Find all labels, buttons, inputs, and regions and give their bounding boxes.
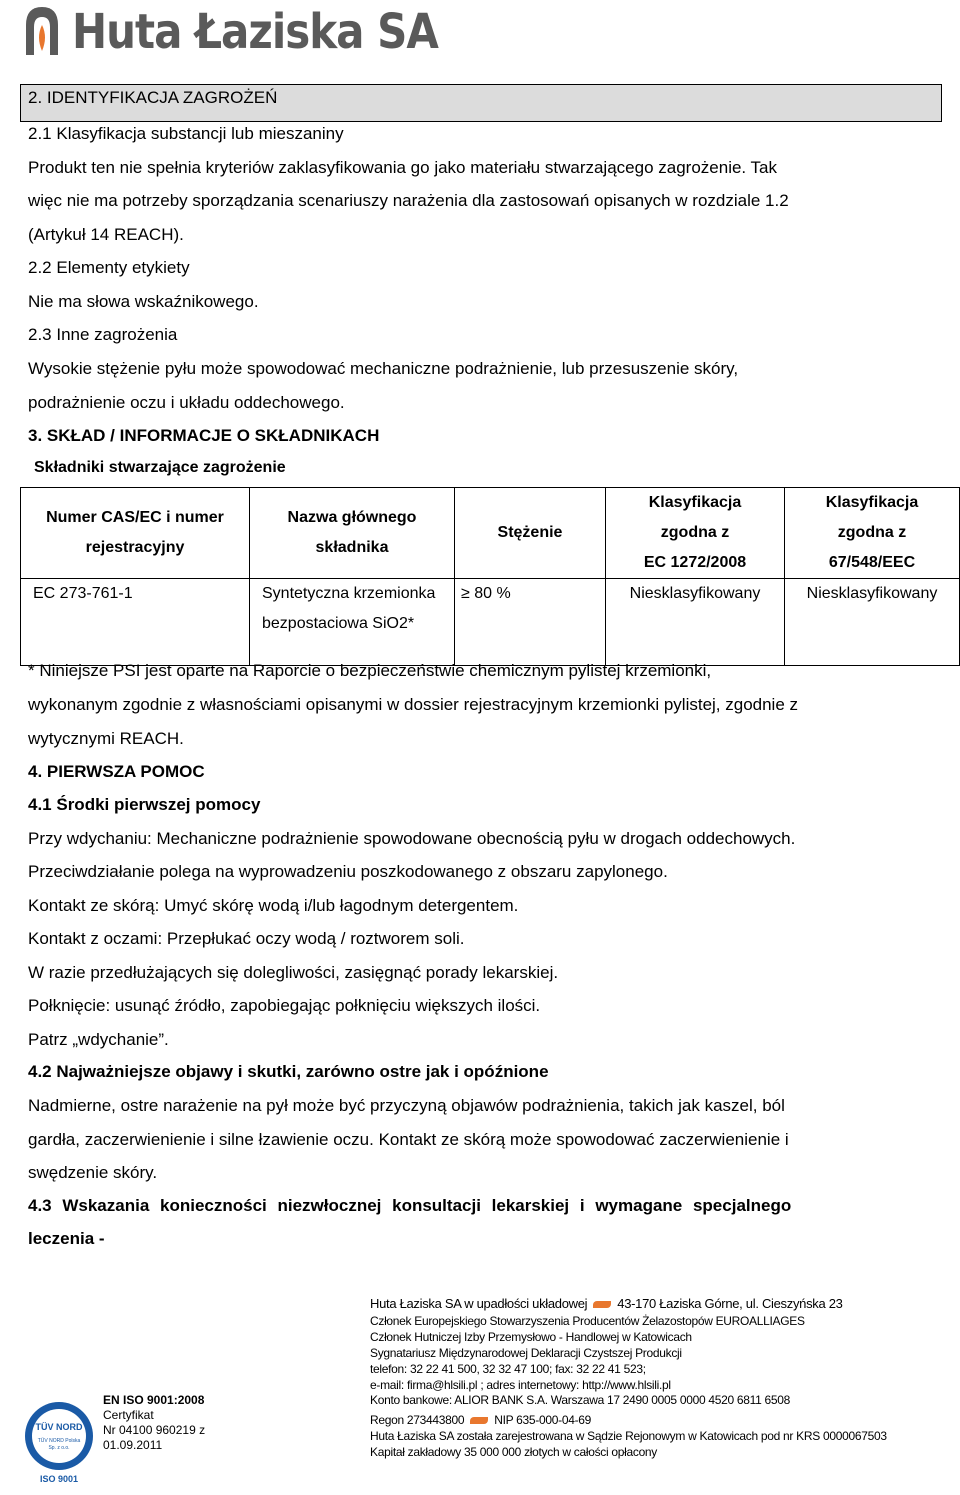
footer-line: Sygnatariusz Międzynarodowej Deklaracji Czystszej Produkcji [370, 1346, 682, 1360]
paragraph: Produkt ten nie spełnia kryteriów zaklasyfikowania go jako materiału stwarzającego zagrożenie. Tak [28, 158, 778, 177]
paragraph: Kontakt z oczami: Przepłukać oczy wodą / roztworem soli. [28, 929, 465, 948]
table-cell: Niesklasyfikowany [785, 579, 960, 666]
footer-line: Członek Hutniczej Izby Przemysłowo - Handlowej w Katowicach [370, 1330, 692, 1344]
logo-wordmark: Huta Łaziska SA [72, 2, 438, 60]
paragraph: Nie ma słowa wskaźnikowego. [28, 292, 259, 311]
paragraph: (Artykuł 14 REACH). [28, 225, 184, 244]
svg-text:TÜV NORD Polska: TÜV NORD Polska [37, 1438, 81, 1444]
section-2-heading: 2. IDENTYFIKACJA ZAGROŻEŃ [28, 88, 278, 107]
furnace-logo-icon [22, 3, 62, 59]
column-header: Nazwa głównego składnika [250, 488, 455, 579]
table-row [21, 579, 960, 666]
paragraph: Przeciwdziałanie polega na wyprowadzeniu poszkodowanego z obszaru zapylonego. [28, 862, 668, 881]
table-cell: Syntetyczna krzemionka bezpostaciowa SiO2* [250, 579, 455, 666]
footer-line: e-mail: firma@hlsili.pl ; adres internetowy: http://www.hlsili.pl [370, 1378, 671, 1392]
column-header: Stężenie [455, 488, 606, 579]
footnote: wytycznymi REACH. [28, 729, 184, 748]
svg-text:ISO 9001: ISO 9001 [39, 1474, 79, 1484]
footer-line: Huta Łaziska SA została zarejestrowana w Sądzie Rejonowym w Katowicach pod nr KRS 0000067503 [370, 1429, 887, 1443]
flag-separator-icon [470, 1417, 488, 1424]
paragraph: więc nie ma potrzeby sporządzania scenariuszy narażenia dla zastosowań opisanych w rozdziale 1.2 [28, 191, 789, 210]
section-4-2-heading: 4.2 Najważniejsze objawy i skutki, zarówno ostre jak i opóźnione [28, 1062, 549, 1081]
section-4-3-heading: 4.3 Wskazania konieczności niezwłocznej konsultacji lekarskiej i wymagane specjalnego [28, 1196, 792, 1215]
paragraph: Patrz „wdychanie”. [28, 1030, 169, 1049]
paragraph: Wysokie stężenie pyłu może spowodować mechaniczne podrażnienie, lub przesuszenie skóry, [28, 359, 739, 378]
paragraph: Kontakt ze skórą: Umyć skórę wodą i/lub łagodnym detergentem. [28, 896, 519, 915]
section-4-heading: 4. PIERWSZA POMOC [28, 762, 205, 781]
column-header: Klasyfikacja zgodna z 67/548/EEC [785, 488, 960, 579]
paragraph: W razie przedłużających się dolegliwości, zasięgnąć porady lekarskiej. [28, 963, 559, 982]
footer-line: Kapitał zakładowy 35 000 000 złotych w całości opłacony [370, 1445, 658, 1459]
table-caption: Składniki stwarzające zagrożenie [34, 459, 286, 476]
flag-separator-icon [593, 1301, 611, 1308]
column-header: Klasyfikacja zgodna z EC 1272/2008 [606, 488, 785, 579]
footnote: wykonanym zgodnie z własnościami opisanymi w dossier rejestracyjnym krzemionki pylistej, zgodnie z [28, 695, 799, 714]
section-4-1-heading: 4.1 Środki pierwszej pomocy [28, 795, 261, 814]
section-2-2-heading: 2.2 Elementy etykiety [28, 258, 190, 277]
table-header-row [21, 488, 960, 579]
paragraph: swędzenie skóry. [28, 1163, 158, 1182]
components-table [20, 487, 960, 666]
section-3-heading: 3. SKŁAD / INFORMACJE O SKŁADNIKACH [28, 426, 380, 445]
footer-line: Konto bankowe: ALIOR BANK S.A. Warszawa 17 2490 0005 0000 4520 6811 6508 [370, 1393, 791, 1407]
svg-text:TÜV NORD: TÜV NORD [35, 1422, 83, 1432]
table-cell: EC 273-761-1 [21, 579, 250, 666]
section-2-1-heading: 2.1 Klasyfikacja substancji lub mieszaniny [28, 124, 344, 143]
footer-line: Członek Europejskiego Stowarzyszenia Producentów Żelazostopów EUROALLIAGES [370, 1314, 805, 1328]
footer-line: telefon: 32 22 41 500, 32 32 47 100; fax: 32 22 41 523; [370, 1362, 646, 1376]
certificate-info: EN ISO 9001:2008 Certyfikat Nr 04100 960219 z 01.09.2011 [103, 1393, 206, 1452]
paragraph: podrażnienie oczu i układu oddechowego. [28, 393, 345, 412]
paragraph: Nadmierne, ostre narażenie na pył może być przyczyną objawów podrażnienia, takich jak kaszel, ból [28, 1096, 785, 1115]
tuv-certification-badge [22, 1392, 97, 1492]
section-2-3-heading: 2.3 Inne zagrożenia [28, 325, 178, 344]
paragraph: gardła, zaczerwienienie i silne łzawienie oczu. Kontakt ze skórą może spowodować zaczerwienienie i [28, 1130, 789, 1149]
table-cell: ≥ 80 % [455, 579, 606, 666]
paragraph: Przy wdychaniu: Mechaniczne podrażnienie spowodowane obecnością pyłu w drogach oddechowych. [28, 829, 796, 848]
column-header: Numer CAS/EC i numer rejestracyjny [21, 488, 250, 579]
paragraph: Połknięcie: usunąć źródło, zapobiegając połknięciu większych ilości. [28, 996, 541, 1015]
footnote: * Niniejsze PSI jest oparte na Raporcie o bezpieczeństwie chemicznym pylistej krzemionki, [28, 661, 712, 680]
footer-company-line: Huta Łaziska SA w upadłości układowej 43-170 Łaziska Górne, ul. Cieszyńska 23 [370, 1296, 843, 1311]
footer-regon-line: Regon 273443800 NIP 635-000-04-69 [370, 1413, 592, 1427]
section-4-3-heading-cont: leczenia - [28, 1229, 105, 1248]
svg-text:Sp. z o.o.: Sp. z o.o. [48, 1445, 70, 1451]
company-logo [22, 2, 438, 60]
table-cell: Niesklasyfikowany [606, 579, 785, 666]
